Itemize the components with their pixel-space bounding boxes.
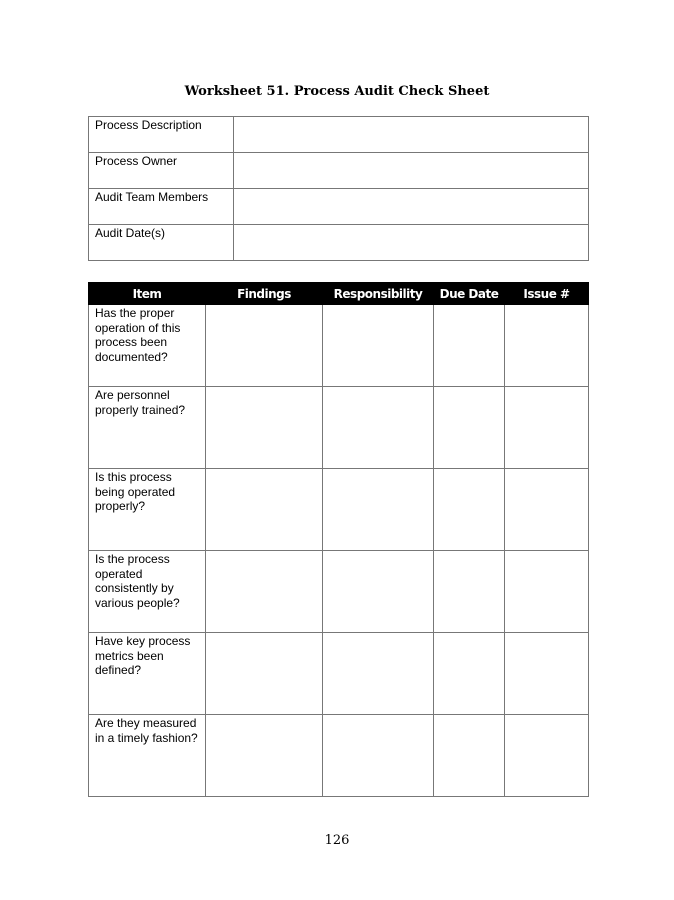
due-date-cell[interactable] [434,387,505,469]
column-header-due-date: Due Date [434,283,505,305]
process-info-table [88,116,589,261]
info-label: Process Owner [89,153,234,189]
due-date-cell[interactable] [434,551,505,633]
responsibility-cell[interactable] [323,469,434,551]
table-row [89,305,589,387]
info-row [89,189,589,225]
issue-number-cell[interactable] [505,551,589,633]
findings-cell[interactable] [206,633,323,715]
info-row [89,225,589,261]
findings-cell[interactable] [206,715,323,797]
table-row [89,387,589,469]
item-question: Are they measured in a timely fashion? [89,715,206,797]
page-number: 126 [324,833,350,848]
column-header-issue-number: Issue # [505,283,589,305]
issue-number-cell[interactable] [505,469,589,551]
findings-cell[interactable] [206,469,323,551]
due-date-cell[interactable] [434,715,505,797]
item-question: Is the process operated consistently by various people? [89,551,206,633]
info-label: Audit Date(s) [89,225,234,261]
responsibility-cell[interactable] [323,633,434,715]
table-row [89,715,589,797]
issue-number-cell[interactable] [505,715,589,797]
findings-cell[interactable] [206,305,323,387]
findings-cell[interactable] [206,551,323,633]
issue-number-cell[interactable] [505,387,589,469]
column-header-responsibility: Responsibility [323,283,434,305]
info-row [89,153,589,189]
due-date-cell[interactable] [434,633,505,715]
info-value-field[interactable] [234,189,589,225]
due-date-cell[interactable] [434,469,505,551]
info-label: Process Description [89,117,234,153]
info-row [89,117,589,153]
table-header-row [89,283,589,305]
issue-number-cell[interactable] [505,633,589,715]
due-date-cell[interactable] [434,305,505,387]
column-header-findings: Findings [206,283,323,305]
audit-check-table [88,282,589,797]
item-question: Has the proper operation of this process been documented? [89,305,206,387]
responsibility-cell[interactable] [323,715,434,797]
info-value-field[interactable] [234,117,589,153]
item-question: Is this process being operated properly? [89,469,206,551]
findings-cell[interactable] [206,387,323,469]
item-question: Are personnel properly trained? [89,387,206,469]
responsibility-cell[interactable] [323,305,434,387]
table-row [89,551,589,633]
item-question: Have key process metrics been defined? [89,633,206,715]
responsibility-cell[interactable] [323,387,434,469]
column-header-item: Item [89,283,206,305]
info-value-field[interactable] [234,153,589,189]
info-label: Audit Team Members [89,189,234,225]
worksheet-title: Worksheet 51. Process Audit Check Sheet [184,84,490,99]
info-value-field[interactable] [234,225,589,261]
table-row [89,633,589,715]
responsibility-cell[interactable] [323,551,434,633]
table-row [89,469,589,551]
issue-number-cell[interactable] [505,305,589,387]
